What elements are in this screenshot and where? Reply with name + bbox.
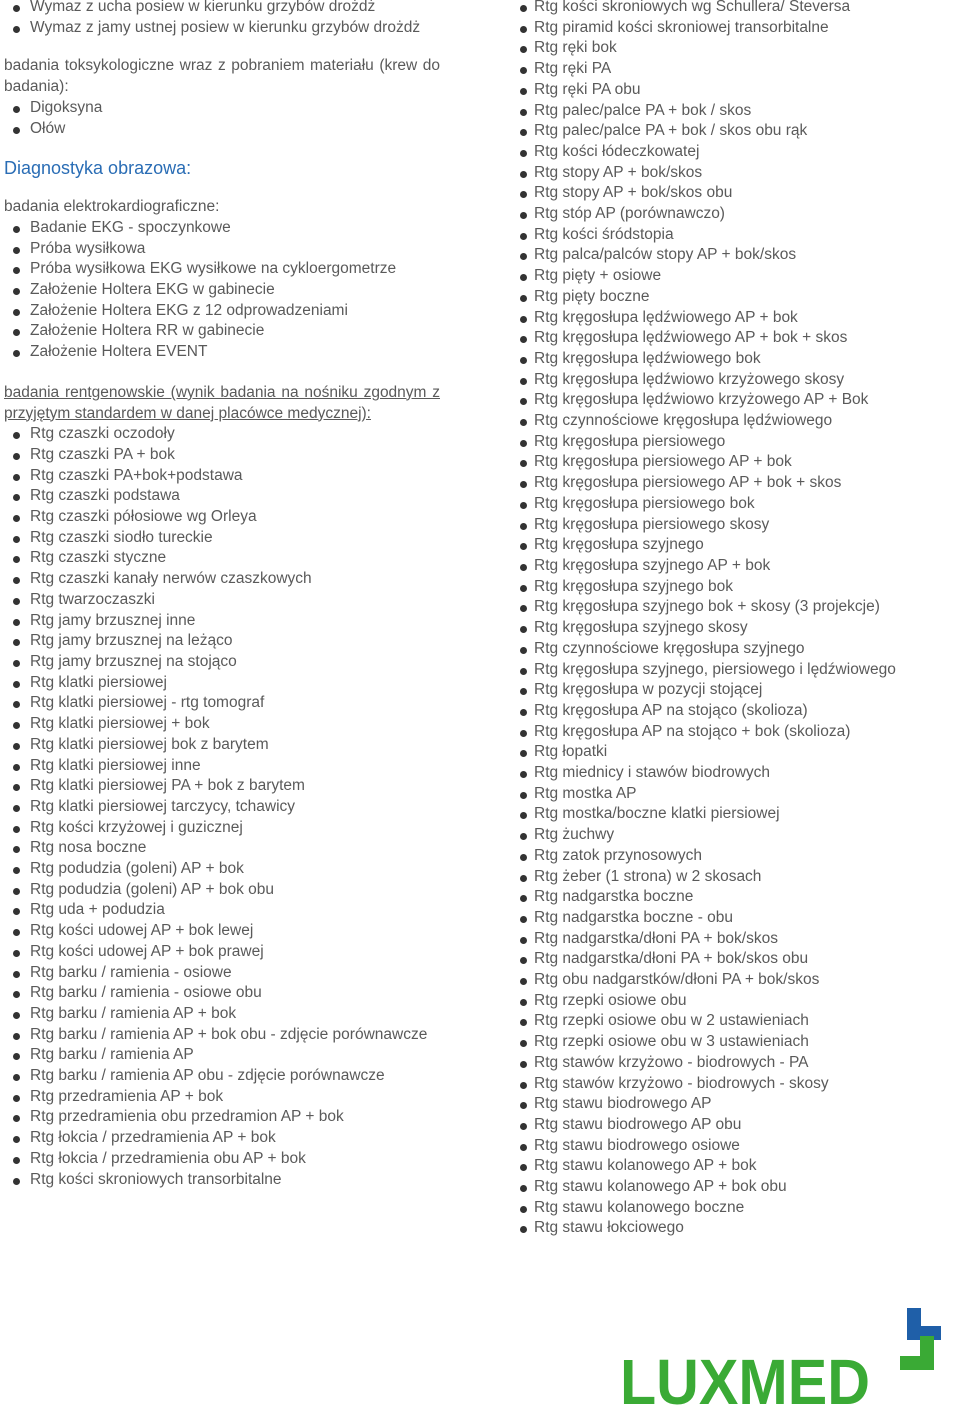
list-item: Rtg nadgarstka/dłoni PA + bok/skos obu [520, 949, 940, 970]
list-item: Rtg stopy AP + bok/skos [520, 163, 940, 184]
list-item: Rtg łokcia / przedramienia AP + bok [4, 1128, 440, 1149]
list-item: Rtg kości śródstopia [520, 225, 940, 246]
list-item: Rtg stawu kolanowego AP + bok [520, 1156, 940, 1177]
list-item: Rtg łopatki [520, 742, 940, 763]
list-item: Rtg kręgosłupa piersiowego AP + bok [520, 452, 940, 473]
list-item: Rtg kręgosłupa AP na stojąco (skolioza) [520, 701, 940, 722]
list-item: Rtg barku / ramienia AP [4, 1045, 440, 1066]
list-item: Rtg kości krzyżowej i guzicznej [4, 818, 440, 839]
list-item: Rtg kości łódeczkowatej [520, 142, 940, 163]
list-item: Rtg kręgosłupa AP na stojąco + bok (skolioza) [520, 722, 940, 743]
list-item: Rtg pięty boczne [520, 287, 940, 308]
list-item: Rtg barku / ramienia - osiowe obu [4, 983, 440, 1004]
list-item: Wymaz z ucha posiew w kierunku grzybów drożdż [4, 0, 440, 18]
list-item: Rtg obu nadgarstków/dłoni PA + bok/skos [520, 970, 940, 991]
logo-symbol-blue [907, 1308, 941, 1340]
list-item: Rtg barku / ramienia AP + bok [4, 1004, 440, 1025]
list-item: Rtg łokcia / przedramienia obu AP + bok [4, 1149, 440, 1170]
list-item: Rtg miednicy i stawów biodrowych [520, 763, 940, 784]
list-item: Rtg kręgosłupa piersiowego [520, 432, 940, 453]
list-item: Rtg pięty + osiowe [520, 266, 940, 287]
ekg-list [4, 218, 440, 363]
right-list [520, 0, 940, 1239]
list-item: Rtg kości udowej AP + bok lewej [4, 921, 440, 942]
list-item: Założenie Holtera RR w gabinecie [4, 321, 440, 342]
list-item: Rtg zatok przynosowych [520, 846, 940, 867]
list-item: Rtg nadgarstka boczne [520, 887, 940, 908]
list-item: Rtg czaszki podstawa [4, 486, 440, 507]
list-item: Rtg kręgosłupa lędźwiowego AP + bok + skos [520, 328, 940, 349]
list-item: Rtg klatki piersiowej PA + bok z barytem [4, 776, 440, 797]
list-item: Rtg czaszki PA+bok+podstawa [4, 466, 440, 487]
list-item: Rtg uda + podudzia [4, 900, 440, 921]
list-item: Rtg kości skroniowych wg Schullera/ Steversa [520, 0, 940, 18]
rtg-title: badania rentgenowskie (wynik badania na nośniku zgodnym z przyjętym standardem w danej placówce medycznej): [4, 383, 440, 422]
list-item: Rtg stawów krzyżowo - biodrowych - PA [520, 1053, 940, 1074]
list-item: Rtg kości skroniowych transorbitalne [4, 1170, 440, 1191]
list-item: Rtg przedramienia AP + bok [4, 1087, 440, 1108]
list-item: Rtg kości udowej AP + bok prawej [4, 942, 440, 963]
list-item: Rtg kręgosłupa szyjnego AP + bok [520, 556, 940, 577]
list-item: Rtg kręgosłupa w pozycji stojącej [520, 680, 940, 701]
list-item: Wymaz z jamy ustnej posiew w kierunku grzybów drożdż [4, 18, 440, 39]
list-item: Rtg ręki PA obu [520, 80, 940, 101]
list-item: Rtg czaszki styczne [4, 548, 440, 569]
list-item: Digoksyna [4, 98, 440, 119]
list-item: Rtg piramid kości skroniowej transorbitalne [520, 18, 940, 39]
list-item: Rtg barku / ramienia - osiowe [4, 963, 440, 984]
list-item: Rtg stawu biodrowego AP obu [520, 1115, 940, 1136]
list-item: Rtg czaszki oczodoły [4, 424, 440, 445]
list-item: Rtg palca/palców stopy AP + bok/skos [520, 245, 940, 266]
tox-title: badania toksykologiczne wraz z pobraniem materiału (krew do badania): [4, 57, 440, 96]
list-item: Rtg jamy brzusznej inne [4, 611, 440, 632]
tox-list [4, 98, 440, 139]
list-item: Rtg kręgosłupa szyjnego bok + skosy (3 projekcje) [520, 597, 940, 618]
list-item: Rtg klatki piersiowej + bok [4, 714, 440, 735]
list-item: Rtg ręki bok [520, 38, 940, 59]
top-list [4, 0, 440, 38]
list-item: Rtg rzepki osiowe obu w 2 ustawieniach [520, 1011, 940, 1032]
list-item: Rtg palec/palce PA + bok / skos [520, 101, 940, 122]
list-item: Rtg klatki piersiowej inne [4, 756, 440, 777]
list-item: Rtg stopy AP + bok/skos obu [520, 183, 940, 204]
list-item: Rtg podudzia (goleni) AP + bok obu [4, 880, 440, 901]
rtg-list [4, 424, 440, 1190]
list-item: Rtg twarzoczaszki [4, 590, 440, 611]
logo-symbol-green [900, 1336, 934, 1370]
list-item: Rtg stóp AP (porównawczo) [520, 204, 940, 225]
list-item: Założenie Holtera EVENT [4, 342, 440, 363]
list-item: Rtg palec/palce PA + bok / skos obu rąk [520, 121, 940, 142]
list-item: Rtg rzepki osiowe obu w 3 ustawieniach [520, 1032, 940, 1053]
list-item: Rtg czaszki siodło tureckie [4, 528, 440, 549]
list-item: Rtg stawu łokciowego [520, 1218, 940, 1239]
list-item: Rtg kręgosłupa lędźwiowo krzyżowego AP + Bok [520, 390, 940, 411]
list-item: Rtg mostka AP [520, 784, 940, 805]
list-item: Rtg kręgosłupa piersiowego skosy [520, 515, 940, 536]
list-item: Rtg rzepki osiowe obu [520, 991, 940, 1012]
luxmed-logo [620, 1306, 950, 1410]
list-item: Rtg kręgosłupa piersiowego bok [520, 494, 940, 515]
list-item: Rtg kręgosłupa szyjnego skosy [520, 618, 940, 639]
list-item: Rtg przedramienia obu przedramion AP + bok [4, 1107, 440, 1128]
list-item: Rtg klatki piersiowej tarczycy, tchawicy [4, 797, 440, 818]
list-item: Rtg podudzia (goleni) AP + bok [4, 859, 440, 880]
list-item: Rtg barku / ramienia AP + bok obu - zdjęcie porównawcze [4, 1025, 440, 1046]
list-item: Rtg kręgosłupa piersiowego AP + bok + skos [520, 473, 940, 494]
logo-text: LUXMED [620, 1346, 870, 1410]
list-item: Rtg kręgosłupa szyjnego bok [520, 577, 940, 598]
list-item: Rtg mostka/boczne klatki piersiowej [520, 804, 940, 825]
list-item: Rtg stawu kolanowego boczne [520, 1198, 940, 1219]
list-item: Rtg czynnościowe kręgosłupa lędźwiowego [520, 411, 940, 432]
list-item: Rtg kręgosłupa szyjnego, piersiowego i lędźwiowego [520, 660, 940, 681]
list-item: Rtg nosa boczne [4, 838, 440, 859]
right-column [520, 0, 940, 1239]
list-item: Rtg jamy brzusznej na leżąco [4, 631, 440, 652]
list-item: Rtg stawu biodrowego AP [520, 1094, 940, 1115]
list-item: Rtg żeber (1 strona) w 2 skosach [520, 867, 940, 888]
list-item: Rtg kręgosłupa lędźwiowo krzyżowego skosy [520, 370, 940, 391]
list-item: Rtg ręki PA [520, 59, 940, 80]
list-item: Rtg jamy brzusznej na stojąco [4, 652, 440, 673]
list-item: Rtg klatki piersiowej bok z barytem [4, 735, 440, 756]
list-item: Rtg nadgarstka boczne - obu [520, 908, 940, 929]
list-item: Rtg stawów krzyżowo - biodrowych - skosy [520, 1074, 940, 1095]
list-item: Badanie EKG - spoczynkowe [4, 218, 440, 239]
list-item: Rtg kręgosłupa lędźwiowego AP + bok [520, 308, 940, 329]
ekg-title: badania elektrokardiograficzne: [4, 198, 220, 216]
list-item: Próba wysiłkowa EKG wysiłkowe na cykloergometrze [4, 259, 440, 280]
list-item: Rtg żuchwy [520, 825, 940, 846]
section-heading: Diagnostyka obrazowa: [4, 158, 192, 179]
list-item: Rtg czaszki PA + bok [4, 445, 440, 466]
list-item: Założenie Holtera EKG w gabinecie [4, 280, 440, 301]
list-item: Rtg stawu kolanowego AP + bok obu [520, 1177, 940, 1198]
list-item: Rtg kręgosłupa szyjnego [520, 535, 940, 556]
list-item: Rtg czaszki kanały nerwów czaszkowych [4, 569, 440, 590]
list-item: Rtg klatki piersiowej - rtg tomograf [4, 693, 440, 714]
list-item: Rtg klatki piersiowej [4, 673, 440, 694]
list-item: Rtg stawu biodrowego osiowe [520, 1136, 940, 1157]
list-item: Rtg barku / ramienia AP obu - zdjęcie porównawcze [4, 1066, 440, 1087]
list-item: Próba wysiłkowa [4, 239, 440, 260]
list-item: Ołów [4, 119, 440, 140]
list-item: Założenie Holtera EKG z 12 odprowadzeniami [4, 301, 440, 322]
list-item: Rtg czynnościowe kręgosłupa szyjnego [520, 639, 940, 660]
list-item: Rtg kręgosłupa lędźwiowego bok [520, 349, 940, 370]
list-item: Rtg nadgarstka/dłoni PA + bok/skos [520, 929, 940, 950]
list-item: Rtg czaszki półosiowe wg Orleya [4, 507, 440, 528]
left-column [4, 0, 440, 1190]
